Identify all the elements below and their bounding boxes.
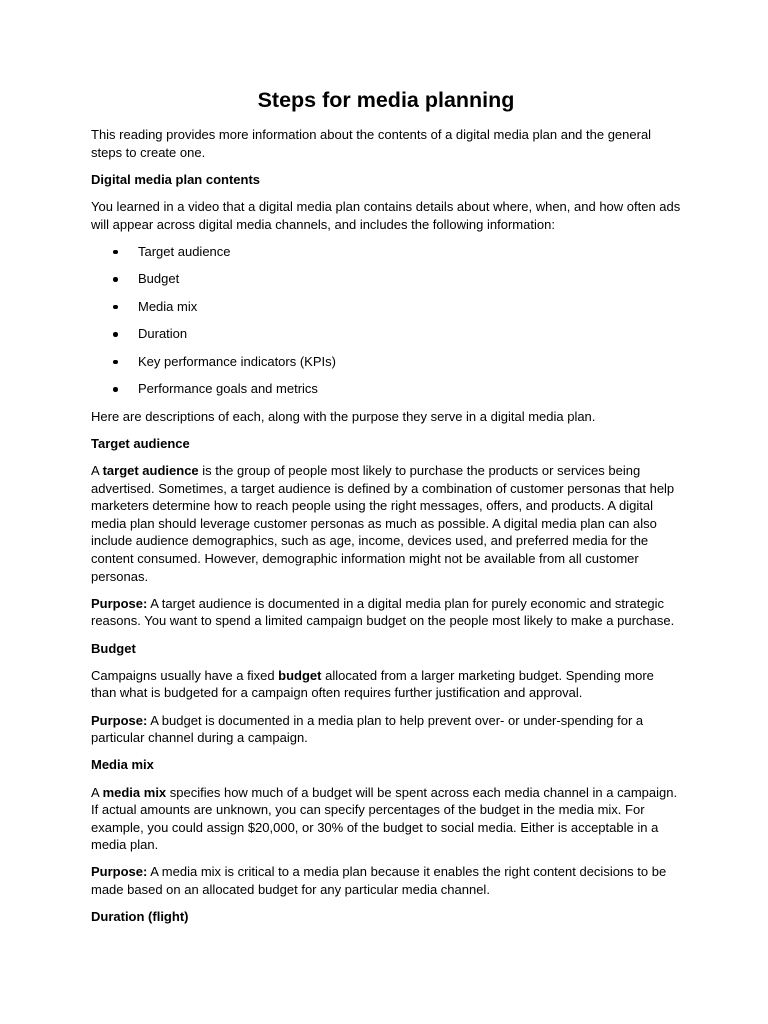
text-run: Campaigns usually have a fixed — [91, 667, 279, 683]
list-item — [91, 353, 681, 371]
list-item-text: Budget — [138, 271, 180, 287]
bullet-icon — [113, 250, 118, 255]
contents-lead-paragraph: You learned in a video that a digital media plan contains details about where, when, and how often ads will appear across digital media channels, and includes the following information: — [91, 198, 681, 232]
bullet-icon — [113, 305, 118, 310]
media-mix-purpose — [91, 863, 681, 898]
section-heading-contents: Digital media plan contents — [91, 171, 261, 187]
bullet-icon — [113, 277, 118, 282]
intro-paragraph: This reading provides more information about the contents of a digital media plan and the general steps to create one. — [91, 127, 652, 160]
section-heading-target-audience: Target audience — [91, 435, 190, 451]
budget-purpose — [91, 712, 681, 747]
target-audience-paragraph — [91, 462, 681, 585]
bullet-icon — [113, 387, 118, 392]
bullet-icon — [113, 360, 118, 365]
list-item-text: Key performance indicators (KPIs) — [138, 353, 336, 369]
text-run: A media mix is critical to a media plan because it enables the right content decisions to be made based on an allocated budget for any particular media channel. — [91, 864, 667, 898]
section-heading-media-mix: Media mix — [91, 757, 154, 773]
bullet-icon — [113, 332, 118, 337]
list-item-text: Performance goals and metrics — [138, 381, 318, 397]
purpose-label: Purpose: — [91, 595, 148, 611]
document-page — [91, 86, 681, 935]
text-run: A — [91, 463, 103, 479]
term-budget: budget — [278, 667, 322, 683]
list-item — [91, 380, 681, 398]
purpose-label: Purpose: — [91, 712, 148, 728]
list-item — [91, 298, 681, 316]
list-item-text: Media mix — [138, 298, 198, 314]
contents-followup-paragraph: Here are descriptions of each, along with the purpose they serve in a digital media plan. — [91, 408, 596, 424]
list-item — [91, 325, 681, 343]
text-run: specifies how much of a budget will be spent across each media channel in a campaign. If actual amounts are unknown, you can specify percentages of the budget in the media mix. For example, you could assign $20,000, or 30% of the budget to social media. Either is acceptable in a media plan. — [91, 784, 678, 853]
budget-paragraph — [91, 667, 681, 702]
text-run: A — [91, 784, 103, 800]
term-media-mix: media mix — [102, 784, 167, 800]
list-item — [91, 270, 681, 288]
text-run: A budget is documented in a media plan to help prevent over- or under-spending for a particular channel during a campaign. — [91, 712, 644, 746]
term-target-audience: target audience — [102, 463, 199, 479]
section-heading-budget: Budget — [91, 640, 136, 656]
list-item — [91, 243, 681, 261]
purpose-label: Purpose: — [91, 864, 148, 880]
contents-list — [91, 243, 681, 398]
page-title: Steps for media planning — [257, 88, 515, 112]
text-run: allocated from a larger marketing budget. Spending more than what is budgeted for a campaign often requires further justification and approval. — [91, 667, 654, 701]
section-heading-duration: Duration (flight) — [91, 909, 189, 925]
text-run: A target audience is documented in a digital media plan for purely economic and strategic reasons. You want to spend a limited campaign budget on the people most likely to make a purchase. — [91, 595, 675, 629]
list-item-text: Target audience — [138, 243, 231, 259]
text-run: is the group of people most likely to purchase the products or services being advertised. Sometimes, a target audience is defined by a combination of customer personas that help marketers determine how to reach people using the right messages, offers, and products. A digital media plan should leverage customer personas as much as possible. A digital media plan can also include audience demographics, such as age, income, devices used, and preferred media for the content consumed. However, demographic information might not be available from all customer personas. — [91, 463, 675, 584]
list-item-text: Duration — [138, 326, 188, 342]
media-mix-paragraph — [91, 784, 681, 854]
target-audience-purpose — [91, 595, 681, 630]
